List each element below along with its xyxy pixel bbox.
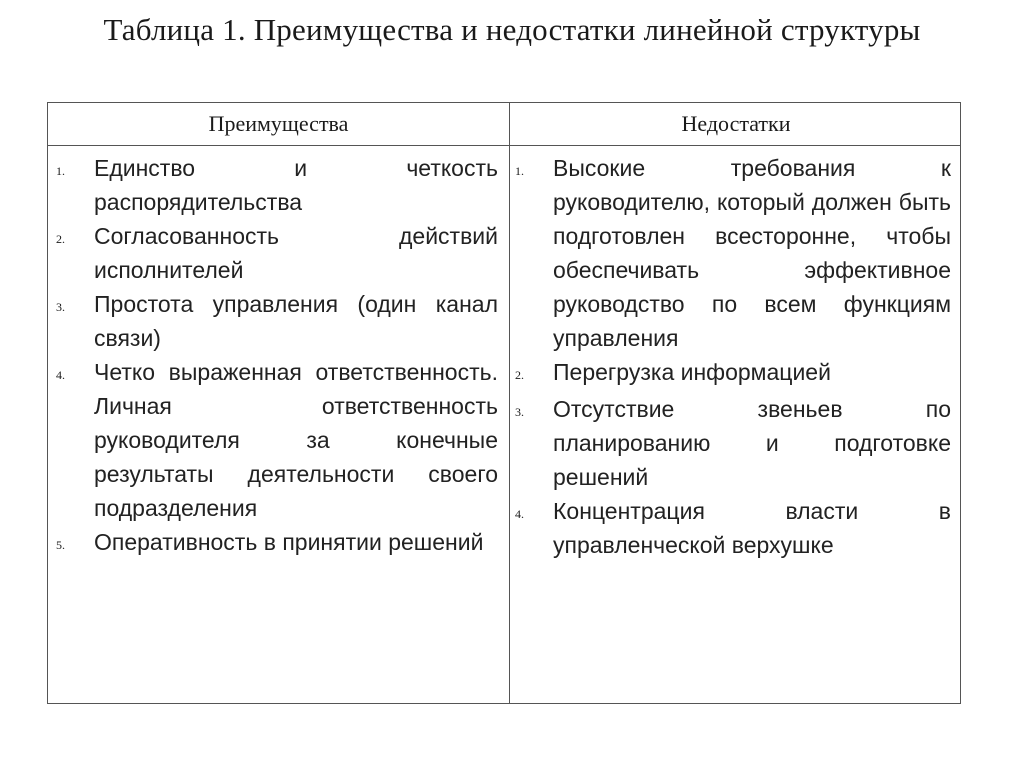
list-item — [56, 355, 498, 525]
item-text: Концентрация власти в управленческой верхушке — [553, 498, 951, 558]
item-text: Оперативность в принятии решений — [94, 529, 484, 555]
header-advantages: Преимущества — [208, 111, 349, 136]
header-disadvantages: Недостатки — [681, 111, 791, 136]
disadvantages-list — [515, 151, 951, 562]
list-item — [515, 151, 951, 355]
column-divider — [509, 103, 510, 703]
item-number: 5. — [56, 538, 65, 552]
list-item — [56, 151, 498, 219]
list-item — [56, 287, 498, 355]
item-number: 2. — [56, 232, 65, 246]
item-text: Четко выраженная ответственность. Личная ответственность руководителя за конечные результаты деятельности своего подразделения — [94, 359, 498, 521]
list-item — [515, 494, 951, 562]
item-text: Согласованность действий исполнителей — [94, 223, 498, 283]
item-text: Высокие требования к руководителю, который должен быть подготовлен всесторонне, чтобы обеспечивать эффективное руководство по всем функциям управления — [553, 155, 951, 351]
item-text: Отсутствие звеньев по планированию и подготовке решений — [553, 396, 951, 490]
header-divider — [48, 145, 960, 146]
item-number: 4. — [515, 507, 524, 521]
item-number: 1. — [56, 164, 65, 178]
list-item — [56, 219, 498, 287]
item-number: 4. — [56, 368, 65, 382]
item-text: Перегрузка информацией — [553, 359, 831, 385]
item-text: Единство и четкость распорядительства — [94, 155, 498, 215]
item-number: 1. — [515, 164, 524, 178]
item-number: 2. — [515, 368, 524, 382]
advantages-list — [56, 151, 498, 562]
list-item — [56, 525, 498, 562]
item-number: 3. — [56, 300, 65, 314]
table-caption: Таблица 1. Преимущества и недостатки линейной структуры — [103, 12, 921, 47]
item-number: 3. — [515, 405, 524, 419]
comparison-table — [47, 102, 961, 704]
list-item — [515, 355, 951, 392]
item-text: Простота управления (один канал связи) — [94, 291, 498, 351]
list-item — [515, 392, 951, 494]
